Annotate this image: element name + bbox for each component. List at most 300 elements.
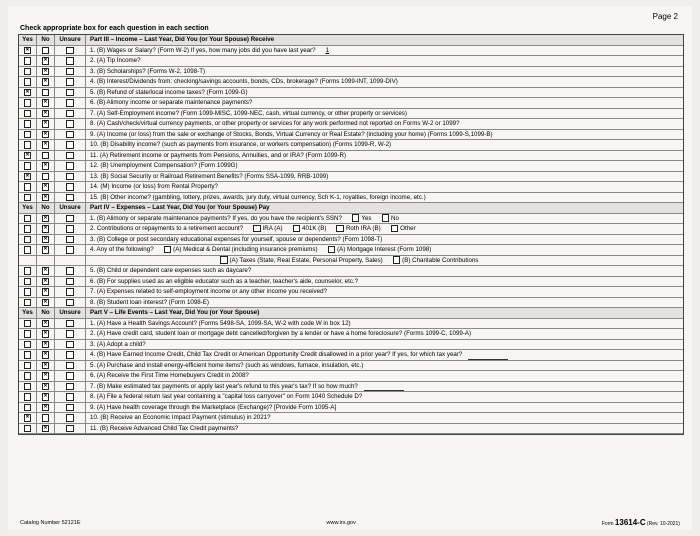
unsure-checkbox[interactable] [66,225,74,233]
question-text [86,235,683,245]
unsure-checkbox[interactable] [66,183,74,191]
unsure-checkbox[interactable] [66,383,74,391]
answer-cell-no [37,329,55,339]
unsure-checkbox[interactable] [66,351,74,359]
question-row [19,340,683,351]
question-text [86,382,683,392]
sub-option[interactable] [328,245,432,255]
unsure-checkbox[interactable] [66,162,74,170]
sub-option[interactable] [293,224,327,234]
yes-checkbox[interactable] [24,267,32,275]
no-checkbox[interactable] [42,173,50,181]
question-label: 11. (A) Retirement income or payments from Pensions, Annuities, and or IRA? (Form 1099-R) [90,151,347,159]
answer-cell-unsure [55,151,86,161]
question-row [19,277,683,288]
sub-option[interactable] [164,245,318,255]
unsure-checkbox[interactable] [66,99,74,107]
question-text [86,329,683,339]
answer-cell-unsure [55,193,86,203]
unsure-checkbox[interactable] [66,152,74,160]
question-label: 1. (B) Wages or Salary? (Form W-2) If yes, how many jobs did you have last year? [90,46,316,54]
col-no-header: No [37,35,55,45]
question-label: 2. (A) Tip Income? [90,57,141,64]
sub-option-label: No [391,214,399,222]
answer-cell-unsure [55,298,86,308]
sub-option-checkbox[interactable] [336,225,344,233]
sub-option[interactable] [352,214,372,224]
question-row [19,298,683,309]
question-text [86,403,683,413]
yes-checkbox[interactable] [24,362,32,370]
unsure-checkbox[interactable] [66,131,74,139]
no-checkbox[interactable]: ✕ [43,109,48,116]
answer-cell-yes [19,256,37,266]
question-row [19,235,683,246]
unsure-checkbox[interactable] [66,215,74,223]
answer-cell-yes [19,329,37,339]
yes-checkbox[interactable] [24,57,32,65]
answer-cell-yes [19,287,37,297]
question-row [19,119,683,130]
no-checkbox[interactable]: ✕ [43,382,48,389]
unsure-checkbox[interactable] [66,246,74,254]
col-no-header: No [37,203,55,213]
question-row [19,287,683,298]
answer-cell-no [37,193,55,203]
yes-checkbox[interactable] [24,330,32,338]
question-label: 2. (A) Have credit card, student loan or mortgage debt cancelled/forgiven by a lender or have a home foreclosure? (Forms 1099-C, 1099-A) [90,330,472,337]
answer-cell-no [37,98,55,108]
question-label: 4. (B) Have Earned Income Credit, Child Tax Credit or American Opportunity Credit disallowed in a prior year? If yes, for which tax year? [90,351,463,358]
no-checkbox[interactable]: ✕ [43,393,48,399]
no-checkbox[interactable]: ✕ [43,361,48,368]
answer-cell-no [37,403,55,413]
unsure-checkbox[interactable] [66,267,74,275]
question-row [19,403,683,414]
question-row [19,56,683,67]
no-checkbox[interactable]: ✕ [43,351,48,357]
sub-option[interactable] [253,224,282,234]
question-row [19,172,683,183]
answer-cell-unsure [55,77,86,87]
no-checkbox[interactable]: ✕ [43,403,48,410]
answer-cell-no [37,214,55,224]
answer-cell-yes [19,403,37,413]
question-row [19,98,683,109]
no-checkbox[interactable]: ✕ [43,99,48,105]
answer-cell-yes [19,424,37,434]
yes-checkbox[interactable] [24,425,32,433]
yes-checkbox[interactable] [24,351,32,359]
answer-cell-no [37,287,55,297]
section-header [19,203,683,214]
question-row [19,140,683,151]
question-row [19,361,683,372]
yes-checkbox[interactable]: ✕ [25,88,30,95]
no-checkbox[interactable]: ✕ [43,67,48,74]
no-checkbox[interactable] [42,89,50,97]
answer-cell-no [37,392,55,402]
answer-cell-no [37,182,55,192]
question-label: 7. (A) Self-Employment income? (Form 1099-MISC, 1099-NEC, cash, virtual currency, or other property or services) [90,109,407,117]
answer-cell-no [37,140,55,150]
question-label: 10. (B) Receive an Economic Impact Payment (stimulus) in 2021? [90,414,271,421]
unsure-checkbox[interactable] [66,330,74,338]
sub-option-checkbox[interactable] [352,214,360,222]
answer-cell-unsure [55,172,86,182]
unsure-checkbox[interactable] [66,68,74,76]
no-checkbox[interactable]: ✕ [43,130,48,137]
answer-cell-no [37,172,55,182]
question-row [19,214,683,225]
no-checkbox[interactable]: ✕ [43,267,48,273]
answer-cell-unsure [55,140,86,150]
questions-table [18,34,684,435]
yes-checkbox[interactable] [24,141,32,149]
sub-option-label: Other [400,225,416,232]
answer-cell-unsure [55,214,86,224]
sub-option-checkbox[interactable] [220,256,228,264]
no-checkbox[interactable]: ✕ [43,330,48,336]
unsure-checkbox[interactable] [66,78,74,86]
yes-checkbox[interactable] [24,110,32,118]
answer-cell-yes [19,130,37,140]
yes-checkbox[interactable] [24,78,32,86]
sub-option-label: 401K (B) [302,225,327,232]
no-checkbox[interactable]: ✕ [43,193,48,200]
col-unsure-header: Unsure [55,35,86,45]
section-title: Part III – Income – Last Year, Did You (or Your Spouse) Receive [90,36,275,43]
question-text [86,350,683,360]
answer-cell-yes [19,140,37,150]
question-row [19,329,683,340]
answer-cell-unsure [55,224,86,234]
page-number: Page 2 [652,12,678,21]
yes-checkbox[interactable]: ✕ [25,172,30,179]
answer-cell-yes [19,277,37,287]
no-checkbox[interactable]: ✕ [43,141,48,147]
no-checkbox[interactable]: ✕ [43,235,48,242]
question-text [86,224,683,234]
question-text [86,193,683,203]
answer-blank-line[interactable] [468,353,508,360]
section-title: Part V – Life Events – Last Year, Did You (or Your Spouse) [90,309,260,316]
no-checkbox[interactable]: ✕ [43,288,48,294]
answer-cell-yes [19,88,37,98]
sub-option-label: Yes [361,214,372,222]
answer-cell-unsure [55,256,86,266]
yes-checkbox[interactable] [24,383,32,391]
answer-cell-yes [19,245,37,255]
answer-cell-yes [19,392,37,402]
no-checkbox[interactable]: ✕ [43,277,48,284]
answer-cell-unsure [55,182,86,192]
question-label: 7. (A) Expenses related to self-employment income or any other income you received? [90,288,327,295]
question-label: 1. (B) Alimony or separate maintenance payments? If yes, do you have the recipient's SSN? [90,214,342,222]
yes-checkbox[interactable] [24,278,32,286]
question-row [19,67,683,78]
no-checkbox[interactable] [42,414,50,422]
answer-cell-unsure [55,119,86,129]
question-label: 6. (A) Receive the First Time Homebuyers Credit in 2008? [90,372,249,379]
answer-cell-no [37,361,55,371]
unsure-checkbox[interactable] [66,372,74,380]
unsure-checkbox[interactable] [66,47,74,55]
no-checkbox[interactable]: ✕ [43,162,48,168]
answer-cell-unsure [55,109,86,119]
question-row [19,77,683,88]
col-yes-header: Yes [19,203,37,213]
sub-option-checkbox[interactable] [393,256,401,264]
answer-cell-yes [19,172,37,182]
question-row [19,161,683,172]
question-text [86,109,683,119]
question-label: 12. (B) Unemployment Compensation? (Form 1099G) [90,162,238,169]
answer-cell-unsure [55,413,86,423]
answer-cell-no [37,77,55,87]
answer-cell-unsure [55,371,86,381]
section-header [19,308,683,319]
sub-option[interactable] [391,224,416,234]
unsure-checkbox[interactable] [66,57,74,65]
yes-checkbox[interactable] [24,68,32,76]
answer-cell-yes [19,266,37,276]
col-unsure-header: Unsure [55,308,86,318]
answer-cell-yes [19,98,37,108]
catalog-number: Catalog Number 52121E [20,519,81,526]
question-row [19,182,683,193]
question-label: 1. (A) Have a Health Savings Account? (Forms 5498-SA, 1099-SA, W-2 with code W in box 12) [90,319,351,327]
answer-cell-no [37,67,55,77]
yes-checkbox[interactable] [24,393,32,401]
unsure-checkbox[interactable] [66,362,74,370]
answer-cell-unsure [55,361,86,371]
question-row [19,130,683,141]
sub-option-checkbox[interactable] [391,225,399,233]
no-checkbox[interactable]: ✕ [43,120,48,126]
answer-cell-no [37,319,55,329]
question-label: 6. (B) For supplies used as an eligible educator such as a teacher, teacher's aide, counselor, etc.? [90,277,359,285]
yes-checkbox[interactable] [24,372,32,380]
question-row [19,413,683,424]
section-header [19,35,683,46]
question-row [19,256,683,267]
unsure-checkbox[interactable] [66,141,74,149]
question-label: 6. (B) Alimony income or separate maintenance payments? [90,99,253,106]
unsure-checkbox[interactable] [66,288,74,296]
answer-cell-yes [19,319,37,329]
question-label: 15. (B) Other income? (gambling, lottery, prizes, awards, jury duty, virtual currency, Sch K-1, royalties, foreign income, etc.) [90,193,426,201]
answer-cell-no [37,130,55,140]
answer-cell-yes [19,77,37,87]
yes-checkbox[interactable]: ✕ [25,414,30,420]
answer-cell-unsure [55,245,86,255]
answer-cell-yes [19,298,37,308]
yes-checkbox[interactable] [24,341,32,349]
sub-option[interactable] [382,214,399,224]
question-text [86,130,683,140]
question-text [86,172,683,182]
question-label: 13. (B) Social Security or Railroad Retirement Benefits? (Forms SSA-1099, RRB-1099) [90,172,329,180]
sub-option-checkbox[interactable] [253,225,261,233]
sub-option[interactable] [336,224,380,234]
unsure-checkbox[interactable] [66,299,74,307]
question-row [19,88,683,99]
answer-cell-no [37,56,55,66]
unsure-checkbox[interactable] [66,194,74,202]
answer-cell-yes [19,67,37,77]
question-text [86,266,683,276]
question-text [86,371,683,381]
answer-cell-yes [19,350,37,360]
unsure-checkbox[interactable] [66,404,74,412]
no-checkbox[interactable]: ✕ [43,78,48,84]
yes-checkbox[interactable]: ✕ [25,46,30,53]
form-number: Form 13614-C (Rev. 10-2021) [601,518,680,527]
answer-cell-no [37,371,55,381]
no-checkbox[interactable] [42,47,50,55]
unsure-checkbox[interactable] [66,393,74,401]
question-text [86,361,683,371]
question-row [19,266,683,277]
question-row [19,392,683,403]
answer-cell-yes [19,413,37,423]
page-footer [20,518,680,527]
answer-cell-yes [19,161,37,171]
question-label: 5. (B) Refund of state/local income taxes? (Form 1099-G) [90,88,248,96]
question-row [19,46,683,57]
unsure-checkbox[interactable] [66,414,74,422]
sub-option-checkbox[interactable] [382,214,390,222]
answer-cell-yes [19,224,37,234]
irs-website: www.irs.gov [326,519,356,526]
sub-option-checkbox[interactable] [328,246,336,254]
no-checkbox[interactable]: ✕ [43,340,48,347]
answer-cell-yes [19,56,37,66]
answer-cell-unsure [55,392,86,402]
sub-option-label: IRA (A) [262,225,283,232]
question-text [86,140,683,150]
sub-option-label: (B) Charitable Contributions [402,256,479,264]
answer-cell-yes [19,182,37,192]
unsure-checkbox[interactable] [66,110,74,118]
sub-option-label: (A) Mortgage Interest (Form 1098) [337,246,432,253]
no-checkbox[interactable]: ✕ [43,57,48,63]
no-checkbox[interactable]: ✕ [43,372,48,378]
answer-cell-yes [19,382,37,392]
col-yes-header: Yes [19,308,37,318]
answer-cell-no [37,277,55,287]
question-label: 4. (B) Interest/Dividends from: checking/savings accounts, bonds, CDs, brokerage? (Forms 1099-INT, 1099-DIV) [90,78,398,85]
no-checkbox[interactable]: ✕ [43,214,48,221]
question-row [19,193,683,204]
question-row [19,319,683,330]
yes-checkbox[interactable] [24,215,32,223]
answer-cell-unsure [55,161,86,171]
answer-cell-unsure [55,266,86,276]
sub-option[interactable] [393,256,479,266]
unsure-checkbox[interactable] [66,341,74,349]
answer-cell-no [37,424,55,434]
instruction-text: Check appropriate box for each question in each section [20,25,209,32]
yes-checkbox[interactable] [24,99,32,107]
question-text [86,340,683,350]
question-label: 3. (B) College or post secondary educational expenses for yourself, spouse or dependents? (Form 1098-T) [90,235,383,243]
unsure-checkbox[interactable] [66,173,74,181]
yes-checkbox[interactable] [24,194,32,202]
sub-option[interactable] [220,256,383,266]
yes-checkbox[interactable] [24,131,32,139]
answer-cell-no [37,224,55,234]
question-text [86,245,683,255]
answer-cell-no [37,245,55,255]
section-title: Part IV – Expenses – Last Year, Did You (or Your Spouse) Pay [90,204,270,211]
yes-checkbox[interactable] [24,225,32,233]
no-checkbox[interactable] [42,152,50,160]
answer-cell-no [37,256,55,266]
no-checkbox[interactable]: ✕ [43,298,48,305]
no-checkbox[interactable]: ✕ [43,246,48,252]
question-row [19,350,683,361]
col-yes-header: Yes [19,35,37,45]
question-row [19,382,683,393]
question-label: 5. (A) Purchase and install energy-efficient home items? (such as windows, furnace, insulation, etc.) [90,361,364,369]
sub-option-label: (A) Medical & Dental (including insurance premiums) [173,246,318,253]
sub-option-checkbox[interactable] [293,225,301,233]
sub-option-checkbox[interactable] [164,246,172,254]
yes-checkbox[interactable] [24,299,32,307]
yes-checkbox[interactable] [24,288,32,296]
answer-cell-unsure [55,130,86,140]
answer-cell-yes [19,46,37,56]
col-unsure-header: Unsure [55,203,86,213]
answer-cell-unsure [55,98,86,108]
unsure-checkbox[interactable] [66,89,74,97]
question-label: 8. (A) File a federal return last year containing a "capital loss carryover" on Form 1040 Schedule D? [90,393,363,400]
question-label: 8. (A) Cash/check/virtual currency payments, or other property or services for any work performed not reported on Forms W-2 or 1099? [90,120,460,127]
no-checkbox[interactable]: ✕ [43,225,48,231]
answer-cell-no [37,161,55,171]
question-row [19,371,683,382]
yes-checkbox[interactable] [24,246,32,254]
answer-cell-no [37,88,55,98]
answer-blank-line[interactable] [364,384,404,391]
yes-checkbox[interactable] [24,320,32,328]
no-checkbox[interactable]: ✕ [43,424,48,431]
no-checkbox[interactable]: ✕ [43,183,48,189]
question-text [86,56,683,66]
question-label: 9. (A) Income (or loss) from the sale or exchange of Stocks, Bonds, Virtual Currency or Real Estate? (including your home) (Forms 1099-S,1099-B) [90,130,493,138]
unsure-checkbox[interactable] [66,278,74,286]
unsure-checkbox[interactable] [66,120,74,128]
no-checkbox[interactable]: ✕ [43,319,48,326]
unsure-checkbox[interactable] [66,236,74,244]
unsure-checkbox[interactable] [66,425,74,433]
question-label: 11. (B) Receive Advanced Child Tax Credit payments? [90,424,239,432]
yes-checkbox[interactable] [24,183,32,191]
question-text [86,119,683,129]
yes-checkbox[interactable] [24,236,32,244]
yes-checkbox[interactable] [24,162,32,170]
sub-option-label: (A) Taxes (State, Real Estate, Personal Property, Sales) [229,256,383,264]
yes-checkbox[interactable] [24,404,32,412]
answer-cell-unsure [55,329,86,339]
question-text [86,319,683,329]
yes-checkbox[interactable] [24,120,32,128]
yes-checkbox[interactable]: ✕ [25,151,30,158]
unsure-checkbox[interactable] [66,320,74,328]
jobs-count-value[interactable]: 1 [325,46,330,54]
